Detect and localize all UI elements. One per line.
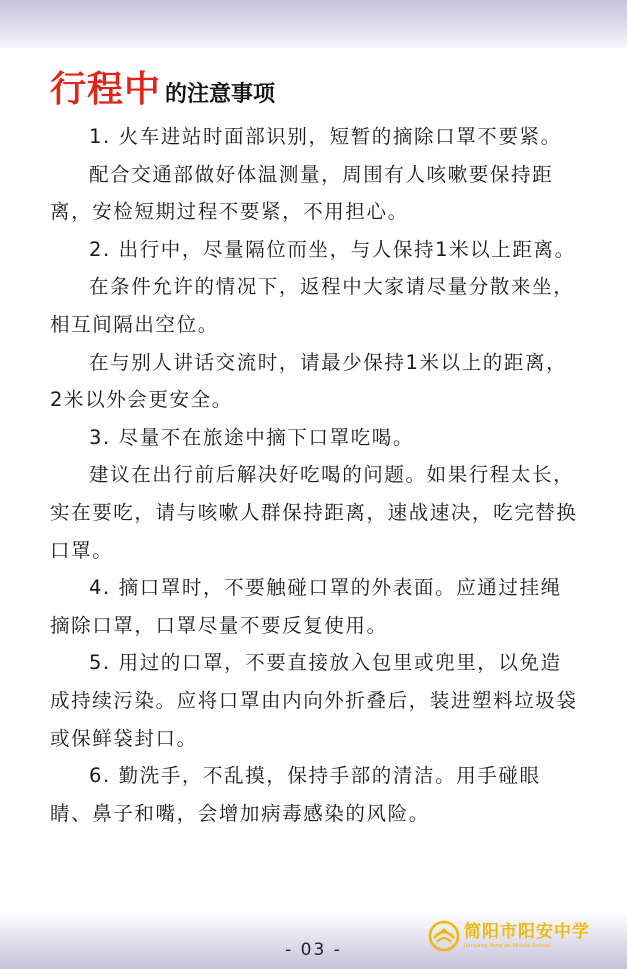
paragraph-8: 4. 摘口罩时，不要触碰口罩的外表面。应通过挂绳摘除口罩，口罩尽量不要反复使用。: [50, 576, 562, 637]
header-band: [0, 0, 627, 48]
paragraph-1: 1. 火车进站时面部识别，短暂的摘除口罩不要紧。: [89, 125, 562, 148]
paragraph-7: 建议在出行前后解决好吃喝的问题。如果行程太长，实在要吃，请与咳嗽人群保持距离，速战速决，吃完替换口罩。: [50, 463, 578, 562]
paragraph-10: 6. 勤洗手，不乱摸，保持手部的清洁。用手碰眼睛、鼻子和嘴，会增加病毒感染的风险。: [50, 764, 541, 825]
title-main: 行程中: [50, 69, 162, 110]
title-sub: 的注意事项: [165, 82, 276, 107]
paragraph-9: 5. 用过的口罩，不要直接放入包里或兜里，以免造成持续污染。应将口罩由内向外折叠后，装进塑料垃圾袋或保鲜袋封口。: [50, 651, 578, 750]
logo-school-name: 简阳市阳安中学: [464, 922, 590, 942]
content-body: [50, 118, 580, 832]
page-title: [50, 70, 275, 115]
paragraph-2: 配合交通部做好体温测量，周围有人咳嗽要保持距离，安检短期过程不要紧，不用担心。: [50, 162, 554, 224]
logo-english-name: Jianyang Yang'an Middle School: [464, 943, 551, 949]
page-number: - 03 -: [285, 940, 342, 960]
paragraph-6: 3. 尽量不在旅途中摘下口罩吃喝。: [89, 425, 415, 449]
paragraph-4: 在条件允许的情况下，返程中大家请尽量分散来坐，相互间隔出空位。: [50, 275, 575, 336]
paragraph-3: 2. 出行中，尽量隔位而坐，与人保持1米以上距离。: [89, 237, 576, 261]
school-logo: [428, 916, 590, 956]
school-emblem-icon: [428, 920, 460, 952]
paragraph-5: 在与别人讲话交流时，请最少保持1米以上的距离，2米以外会更安全。: [50, 350, 568, 412]
